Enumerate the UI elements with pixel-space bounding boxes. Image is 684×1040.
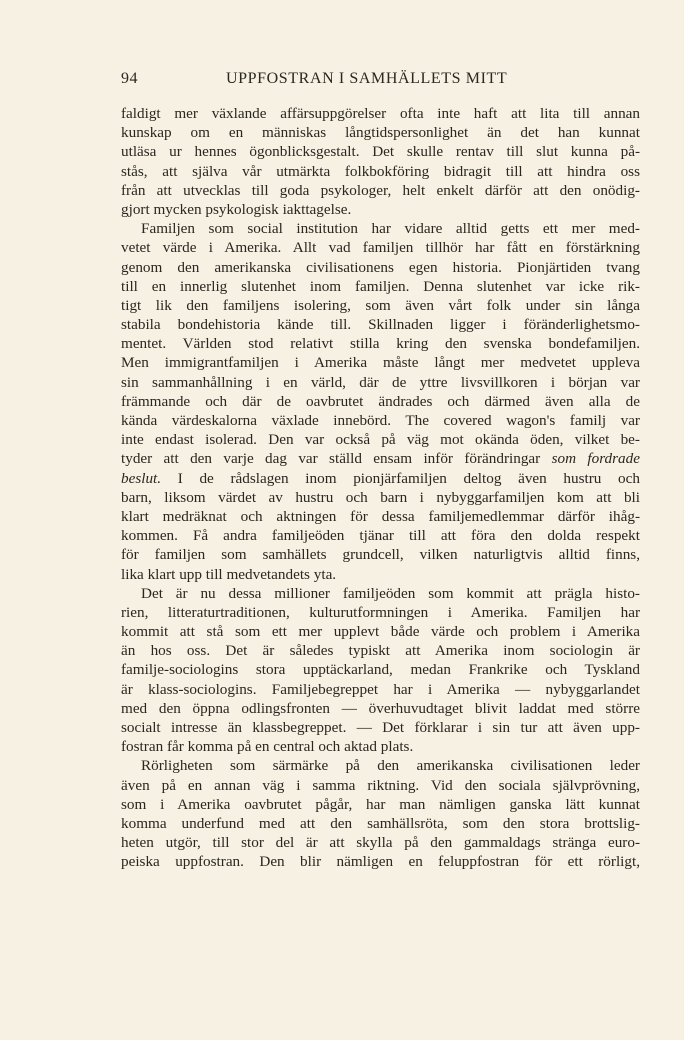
line-text: sin sammanhållning i en värld, där de yttre livsvillkoren i början var bbox=[121, 373, 640, 391]
line-text: tigt lik den familjens isolering, som även vårt folk under sin långa bbox=[121, 296, 640, 314]
text-line bbox=[121, 852, 640, 871]
line-text: mentet. Världen stod relativt stilla kring den svenska bondefamiljen. bbox=[121, 335, 640, 353]
text-line bbox=[121, 277, 640, 296]
line-text: stabila bondehistoria kände till. Skillnaden ligger i föränderlighetsmo- bbox=[121, 316, 640, 334]
text-line bbox=[121, 660, 640, 679]
line-text: genom den amerikanska civilisationens egen historia. Pionjärtiden tvang bbox=[121, 258, 640, 276]
line-text: för familjen som samhällets grundcell, vilken naturligtvis alltid finns, bbox=[121, 546, 640, 564]
line-text: stås, att själva vår utmärkta folkbokföring bidragit till att hindra oss bbox=[121, 162, 640, 180]
text-line bbox=[121, 584, 640, 603]
line-text: fostran får komma på en central och aktad plats. bbox=[121, 738, 414, 756]
italic-text: som fordrade bbox=[551, 450, 640, 468]
text-line bbox=[121, 814, 640, 833]
text-line bbox=[121, 334, 640, 353]
line-text: Det är nu dessa millioner familjeöden som kommit att prägla histo- bbox=[141, 584, 640, 602]
line-text: lika klart upp till medvetandets yta. bbox=[121, 565, 337, 583]
text-line bbox=[121, 373, 640, 392]
line-text: Men immigrantfamiljen i Amerika måste långt mer medvetet uppleva bbox=[121, 354, 640, 372]
line-text: gjort mycken psykologisk iakttagelse. bbox=[121, 200, 352, 218]
line-text: familje-sociologins stora upptäckarland, medan Frankrike och Tyskland bbox=[121, 661, 640, 679]
line-text: med den öppna odlingsfronten — överhuvudtaget blivit laddat med större bbox=[121, 699, 640, 717]
line-text: även på en annan väg i samma riktning. Vid den sociala självprövning, bbox=[121, 776, 640, 794]
text-line bbox=[121, 200, 640, 219]
page-header bbox=[121, 70, 640, 94]
line-text: från att utvecklas till goda psykologer, helt enkelt därför att den onödig- bbox=[121, 181, 640, 199]
text-line bbox=[121, 833, 640, 852]
text-line bbox=[121, 123, 640, 142]
text-line bbox=[121, 545, 640, 564]
text-line bbox=[121, 795, 640, 814]
text-line bbox=[121, 565, 640, 584]
text-line bbox=[121, 488, 640, 507]
line-text: I de rådslagen inom pionjärfamiljen deltog även hustru och bbox=[161, 469, 640, 487]
line-text: främmande och där de oavbrutet ändrades och därmed även alla de bbox=[121, 392, 640, 410]
text-line bbox=[121, 296, 640, 315]
text-line bbox=[121, 680, 640, 699]
line-text: heten utgör, till stor del är att skylla på den gammaldags stränga euro- bbox=[121, 834, 640, 852]
line-text: komma underfund med att den samhällsröta, som den stora brottslig- bbox=[121, 814, 640, 832]
text-line bbox=[121, 104, 640, 123]
body-text bbox=[121, 104, 640, 872]
page-number: 94 bbox=[121, 70, 138, 87]
text-line bbox=[121, 641, 640, 660]
line-text: klart medräknat och aktningen för dessa familjemedlemmar därför ihåg- bbox=[121, 507, 640, 525]
line-text: faldigt mer växlande affärsuppgörelser ofta inte haft att lita till annan bbox=[121, 105, 640, 122]
line-text: socialt intresse än klassbegreppet. — Det förklarar i sin tur att även upp- bbox=[121, 719, 640, 736]
text-line bbox=[121, 181, 640, 200]
line-text: kunskap om en människas långtidspersonlighet än det han kunnat bbox=[121, 124, 640, 142]
line-text: barn, liksom värdet av hustru och barn i nybyggarfamiljen kom att bli bbox=[121, 488, 640, 506]
line-text: kända värdeskalorna växlade innebörd. The covered wagon's familj var bbox=[121, 412, 640, 429]
text-line bbox=[121, 718, 640, 737]
line-text: Rörligheten som särmärke på den amerikanska civilisationen leder bbox=[141, 757, 640, 775]
text-line bbox=[121, 142, 640, 161]
running-head: UPPFOSTRAN I SAMHÄLLETS MITT bbox=[226, 70, 508, 87]
text-line bbox=[121, 353, 640, 372]
line-text: kommit att stå som ett mer upplevt både värde och problem i Amerika bbox=[121, 623, 640, 641]
line-text: tyder att den varje dag var ställd ensam inför förändringar bbox=[121, 450, 552, 468]
text-line bbox=[121, 430, 640, 449]
text-line bbox=[121, 776, 640, 795]
line-text: utläsa ur hennes ögonblicksgestalt. Det skulle rentav till slut kunna på- bbox=[121, 143, 640, 161]
text-line bbox=[121, 603, 640, 622]
italic-text: beslut. bbox=[121, 469, 162, 487]
line-text: som i Amerika oavbrutet pågår, har man nämligen ganska lätt kunnat bbox=[121, 795, 640, 813]
line-text: är klass-sociologins. Familjebegreppet har i Amerika — nybyggarlandet bbox=[121, 680, 640, 698]
line-text: kommen. Få andra familjeöden tjänar till att föra den dolda respekt bbox=[121, 527, 640, 545]
text-line bbox=[121, 699, 640, 718]
text-line bbox=[121, 162, 640, 181]
line-text: inte endast isolerad. Den var också på väg mot okända öden, vilket be- bbox=[121, 431, 640, 449]
text-line bbox=[121, 469, 640, 488]
line-text: Familjen som social institution har vidare alltid getts ett mer med- bbox=[141, 220, 640, 238]
text-line bbox=[121, 392, 640, 411]
text-line bbox=[121, 238, 640, 257]
text-line bbox=[121, 219, 640, 238]
text-line bbox=[121, 622, 640, 641]
text-line bbox=[121, 258, 640, 277]
text-line bbox=[121, 315, 640, 334]
line-text: peiska uppfostran. Den blir nämligen en feluppfostran för ett rörligt, bbox=[121, 853, 640, 871]
line-text: än hos oss. Det är således typiskt att Amerika inom sociologin är bbox=[121, 642, 640, 660]
line-text: till en innerlig slutenhet inom familjen. Denna slutenhet var icke rik- bbox=[121, 277, 640, 295]
text-line bbox=[121, 411, 640, 430]
line-text: rien, litteraturtraditionen, kulturutformningen i Amerika. Familjen har bbox=[121, 603, 640, 621]
text-line bbox=[121, 526, 640, 545]
text-line bbox=[121, 449, 640, 468]
text-line bbox=[121, 737, 640, 756]
text-line bbox=[121, 756, 640, 775]
text-line bbox=[121, 507, 640, 526]
line-text: vetet värde i Amerika. Allt vad familjen tillhör har fått en förstärkning bbox=[121, 239, 640, 257]
